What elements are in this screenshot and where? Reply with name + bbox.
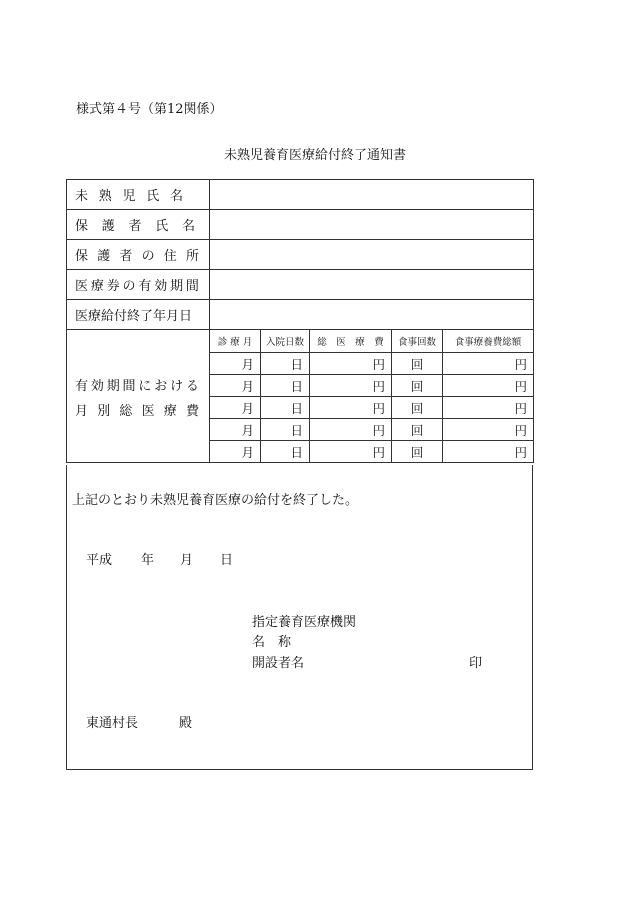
month-cell[interactable]: 月	[210, 419, 261, 441]
honorific: 殿	[179, 716, 193, 731]
meal-count-cell[interactable]: 回	[392, 441, 443, 463]
infant-name-field[interactable]	[210, 180, 534, 210]
form-number: 様式第４号（第12関係）	[76, 102, 223, 117]
inpatient-days-cell[interactable]: 日	[261, 441, 310, 463]
meal-count-cell[interactable]: 回	[392, 353, 443, 375]
end-date-label: 医療給付終了年月日	[67, 300, 210, 330]
guardian-address-label: 保 護 者 の 住 所	[67, 240, 210, 270]
row-infant-name	[67, 180, 534, 210]
date-day: 日	[220, 553, 234, 568]
total-cost-cell[interactable]: 円	[310, 397, 392, 419]
row-guardian-address	[67, 240, 534, 270]
header-inpatient-days: 入院日数	[261, 330, 310, 353]
meal-cost-cell[interactable]: 円	[443, 375, 534, 397]
guardian-address-field[interactable]	[210, 240, 534, 270]
date-year: 年	[141, 553, 155, 568]
notice-form-table	[66, 179, 534, 463]
total-cost-cell[interactable]: 円	[310, 419, 392, 441]
meal-count-cell[interactable]: 回	[392, 419, 443, 441]
document-title: 未熟児養育医療給付終了通知書	[223, 148, 406, 163]
founder-name-label: 開設者名	[252, 656, 305, 671]
ticket-validity-label: 医 療 券 の 有 効 期 間	[67, 270, 210, 300]
monthly-header-row	[67, 330, 534, 353]
completion-statement: 上記のとおり未熟児養育医療の給付を終了した。	[72, 493, 359, 508]
seal-mark: 印	[469, 656, 483, 671]
guardian-name-label: 保 護 者 氏 名	[67, 210, 210, 240]
institution-heading: 指定養育医療機関	[252, 615, 357, 630]
total-cost-cell[interactable]: 円	[310, 353, 392, 375]
month-cell[interactable]: 月	[210, 375, 261, 397]
meal-count-cell[interactable]: 回	[392, 397, 443, 419]
inpatient-days-cell[interactable]: 日	[261, 353, 310, 375]
row-end-date	[67, 300, 534, 330]
header-treatment-month: 診 療 月	[210, 330, 261, 353]
addressee: 東通村長	[86, 716, 139, 731]
meal-cost-cell[interactable]: 円	[443, 353, 534, 375]
row-ticket-validity	[67, 270, 534, 300]
month-cell[interactable]: 月	[210, 353, 261, 375]
guardian-name-field[interactable]	[210, 210, 534, 240]
institution-name-label: 名 称	[252, 635, 292, 650]
infant-name-label: 未 熟 児 氏 名	[67, 180, 210, 210]
meal-count-cell[interactable]: 回	[392, 375, 443, 397]
meal-cost-cell[interactable]: 円	[443, 419, 534, 441]
month-cell[interactable]: 月	[210, 397, 261, 419]
date-era: 平成	[86, 553, 113, 568]
inpatient-days-cell[interactable]: 日	[261, 419, 310, 441]
header-meal-cost-total: 食事療養費総額	[443, 330, 534, 353]
header-meal-count: 食事回数	[392, 330, 443, 353]
total-cost-cell[interactable]: 円	[310, 441, 392, 463]
end-date-field[interactable]	[210, 300, 534, 330]
header-total-medical-cost: 総 医 療 費	[310, 330, 392, 353]
inpatient-days-cell[interactable]: 日	[261, 397, 310, 419]
month-cell[interactable]: 月	[210, 441, 261, 463]
inpatient-days-cell[interactable]: 日	[261, 375, 310, 397]
total-cost-cell[interactable]: 円	[310, 375, 392, 397]
monthly-cost-label: 有 効 期 間 に お け る 月 別 総 医 療 費	[67, 330, 210, 463]
meal-cost-cell[interactable]: 円	[443, 397, 534, 419]
meal-cost-cell[interactable]: 円	[443, 441, 534, 463]
row-guardian-name	[67, 210, 534, 240]
ticket-validity-field[interactable]	[210, 270, 534, 300]
date-month: 月	[180, 553, 194, 568]
